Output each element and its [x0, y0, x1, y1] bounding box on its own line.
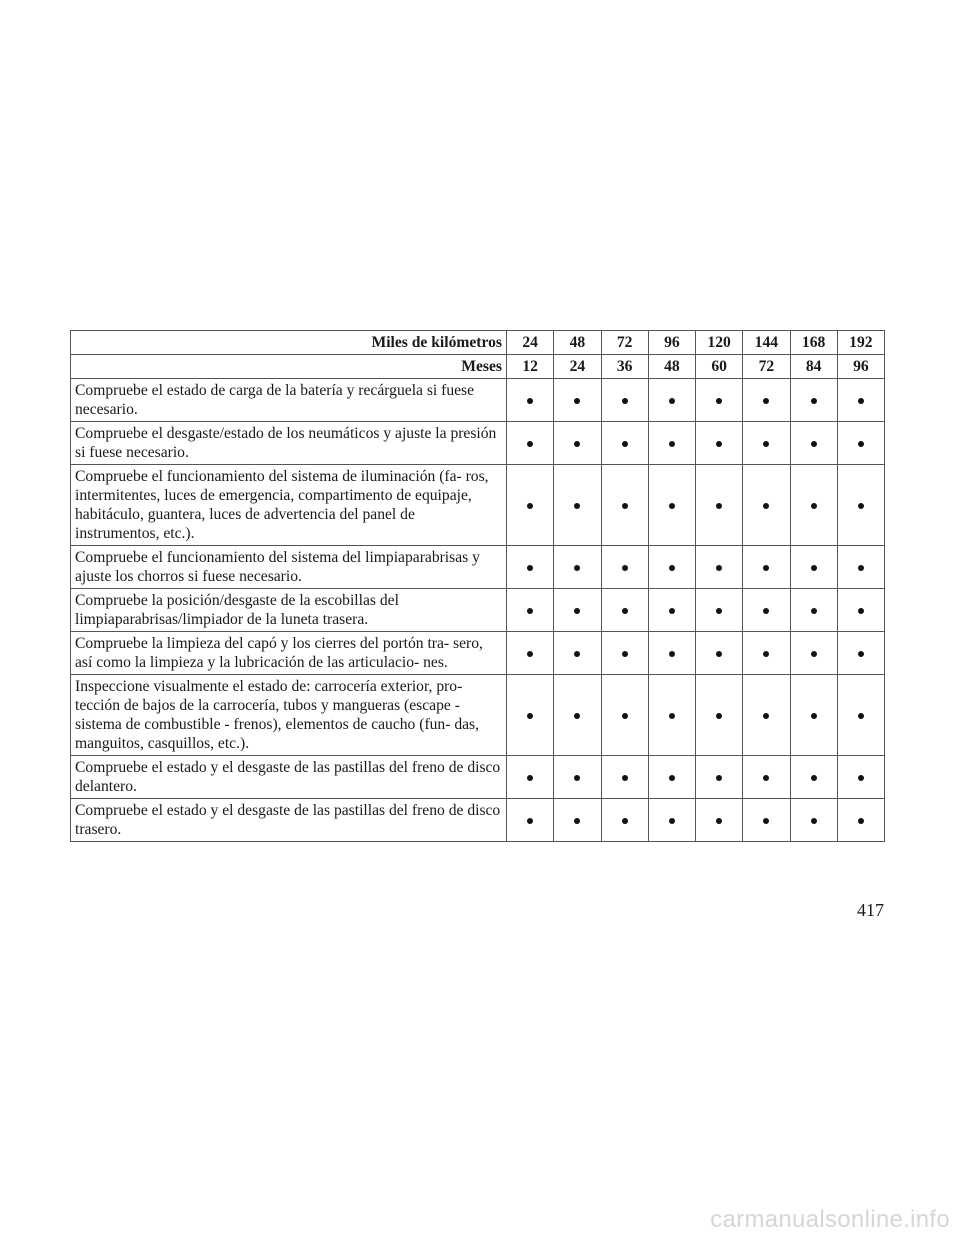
- bullet-dot-icon: [669, 565, 675, 571]
- km-value: 120: [696, 331, 743, 355]
- bullet-dot-icon: [527, 608, 533, 614]
- interval-cell: [696, 632, 743, 675]
- task-description: Compruebe el estado y el desgaste de las pastillas del freno de disco delantero.: [71, 756, 507, 799]
- bullet-dot-icon: [622, 651, 628, 657]
- bullet-dot-icon: [763, 441, 769, 447]
- interval-cell: [648, 422, 695, 465]
- interval-cell: [743, 465, 790, 546]
- task-description: Inspeccione visualmente el estado de: carrocería exterior, pro- tección de bajos de la carrocería, tubos y mangueras (escape - sistema de combustible - frenos), elementos de caucho (fun- das, manguitos, casquillos, etc.).: [71, 675, 507, 756]
- interval-cell: [601, 465, 648, 546]
- bullet-dot-icon: [574, 775, 580, 781]
- table-row: [71, 799, 885, 842]
- km-value: 48: [554, 331, 601, 355]
- table-row: [71, 546, 885, 589]
- interval-cell: [790, 465, 837, 546]
- bullet-dot-icon: [622, 608, 628, 614]
- interval-cell: [507, 589, 554, 632]
- bullet-dot-icon: [622, 565, 628, 571]
- interval-cell: [554, 422, 601, 465]
- interval-cell: [554, 465, 601, 546]
- bullet-dot-icon: [811, 398, 817, 404]
- bullet-dot-icon: [716, 713, 722, 719]
- interval-cell: [696, 379, 743, 422]
- interval-cell: [648, 632, 695, 675]
- bullet-dot-icon: [574, 651, 580, 657]
- km-value: 144: [743, 331, 790, 355]
- bullet-dot-icon: [574, 503, 580, 509]
- interval-cell: [790, 799, 837, 842]
- interval-cell: [601, 379, 648, 422]
- interval-cell: [790, 379, 837, 422]
- interval-cell: [507, 379, 554, 422]
- bullet-dot-icon: [811, 818, 817, 824]
- bullet-dot-icon: [527, 565, 533, 571]
- interval-cell: [790, 756, 837, 799]
- bullet-dot-icon: [574, 713, 580, 719]
- interval-cell: [837, 589, 884, 632]
- interval-cell: [837, 379, 884, 422]
- interval-cell: [648, 546, 695, 589]
- bullet-dot-icon: [669, 818, 675, 824]
- bullet-dot-icon: [858, 775, 864, 781]
- schedule-body: [71, 379, 885, 842]
- bullet-dot-icon: [763, 608, 769, 614]
- interval-cell: [837, 675, 884, 756]
- bullet-dot-icon: [716, 441, 722, 447]
- task-description: Compruebe el funcionamiento del sistema de iluminación (fa- ros, intermitentes, luces de emergencia, compartimento de equipaje, habitáculo, guantera, luces de advertencia del panel de instrumentos, etc.).: [71, 465, 507, 546]
- bullet-dot-icon: [527, 818, 533, 824]
- bullet-dot-icon: [669, 441, 675, 447]
- interval-cell: [507, 632, 554, 675]
- bullet-dot-icon: [622, 503, 628, 509]
- bullet-dot-icon: [669, 503, 675, 509]
- km-value: 192: [837, 331, 884, 355]
- interval-cell: [790, 546, 837, 589]
- interval-cell: [507, 799, 554, 842]
- bullet-dot-icon: [763, 651, 769, 657]
- interval-cell: [601, 422, 648, 465]
- maintenance-schedule-table: [70, 330, 885, 842]
- interval-cell: [837, 632, 884, 675]
- interval-cell: [554, 379, 601, 422]
- interval-cell: [743, 675, 790, 756]
- month-value: 36: [601, 355, 648, 379]
- interval-cell: [837, 546, 884, 589]
- bullet-dot-icon: [763, 565, 769, 571]
- task-description: Compruebe la limpieza del capó y los cierres del portón tra- sero, así como la limpieza y la lubricación de las articulacio- nes.: [71, 632, 507, 675]
- bullet-dot-icon: [811, 775, 817, 781]
- bullet-dot-icon: [763, 775, 769, 781]
- month-value: 96: [837, 355, 884, 379]
- interval-cell: [507, 465, 554, 546]
- bullet-dot-icon: [858, 565, 864, 571]
- bullet-dot-icon: [811, 441, 817, 447]
- header-months-label: Meses: [71, 355, 507, 379]
- interval-cell: [790, 422, 837, 465]
- interval-cell: [601, 799, 648, 842]
- bullet-dot-icon: [622, 713, 628, 719]
- header-km-label: Miles de kilómetros: [71, 331, 507, 355]
- month-value: 84: [790, 355, 837, 379]
- interval-cell: [743, 799, 790, 842]
- bullet-dot-icon: [669, 398, 675, 404]
- interval-cell: [648, 756, 695, 799]
- bullet-dot-icon: [527, 775, 533, 781]
- table-row: [71, 756, 885, 799]
- bullet-dot-icon: [527, 398, 533, 404]
- interval-cell: [601, 589, 648, 632]
- interval-cell: [696, 799, 743, 842]
- task-description: Compruebe la posición/desgaste de la escobillas del limpiaparabrisas/limpiador de la luneta trasera.: [71, 589, 507, 632]
- interval-cell: [696, 546, 743, 589]
- task-description: Compruebe el funcionamiento del sistema del limpiaparabrisas y ajuste los chorros si fuese necesario.: [71, 546, 507, 589]
- bullet-dot-icon: [716, 565, 722, 571]
- interval-cell: [743, 546, 790, 589]
- km-value: 168: [790, 331, 837, 355]
- bullet-dot-icon: [858, 651, 864, 657]
- table-row: [71, 379, 885, 422]
- interval-cell: [837, 465, 884, 546]
- interval-cell: [507, 546, 554, 589]
- interval-cell: [696, 756, 743, 799]
- interval-cell: [554, 756, 601, 799]
- bullet-dot-icon: [763, 818, 769, 824]
- bullet-dot-icon: [574, 608, 580, 614]
- interval-cell: [790, 675, 837, 756]
- interval-cell: [601, 675, 648, 756]
- interval-cell: [743, 379, 790, 422]
- bullet-dot-icon: [811, 503, 817, 509]
- km-value: 96: [648, 331, 695, 355]
- bullet-dot-icon: [716, 651, 722, 657]
- interval-cell: [601, 756, 648, 799]
- interval-cell: [837, 756, 884, 799]
- bullet-dot-icon: [811, 565, 817, 571]
- interval-cell: [837, 799, 884, 842]
- bullet-dot-icon: [763, 713, 769, 719]
- bullet-dot-icon: [811, 713, 817, 719]
- bullet-dot-icon: [811, 651, 817, 657]
- interval-cell: [790, 632, 837, 675]
- bullet-dot-icon: [763, 398, 769, 404]
- bullet-dot-icon: [622, 398, 628, 404]
- bullet-dot-icon: [716, 398, 722, 404]
- bullet-dot-icon: [622, 818, 628, 824]
- interval-cell: [648, 799, 695, 842]
- month-value: 48: [648, 355, 695, 379]
- interval-cell: [507, 422, 554, 465]
- bullet-dot-icon: [527, 503, 533, 509]
- km-value: 24: [507, 331, 554, 355]
- interval-cell: [554, 546, 601, 589]
- interval-cell: [743, 632, 790, 675]
- bullet-dot-icon: [716, 608, 722, 614]
- month-value: 24: [554, 355, 601, 379]
- header-row-months: [71, 355, 885, 379]
- task-description: Compruebe el estado y el desgaste de las pastillas del freno de disco trasero.: [71, 799, 507, 842]
- task-description: Compruebe el estado de carga de la batería y recárguela si fuese necesario.: [71, 379, 507, 422]
- bullet-dot-icon: [763, 503, 769, 509]
- interval-cell: [554, 632, 601, 675]
- bullet-dot-icon: [669, 713, 675, 719]
- interval-cell: [696, 422, 743, 465]
- bullet-dot-icon: [669, 775, 675, 781]
- interval-cell: [696, 465, 743, 546]
- month-value: 60: [696, 355, 743, 379]
- interval-cell: [554, 799, 601, 842]
- interval-cell: [507, 675, 554, 756]
- bullet-dot-icon: [858, 713, 864, 719]
- interval-cell: [601, 546, 648, 589]
- interval-cell: [696, 675, 743, 756]
- bullet-dot-icon: [622, 441, 628, 447]
- interval-cell: [648, 675, 695, 756]
- interval-cell: [648, 589, 695, 632]
- bullet-dot-icon: [716, 503, 722, 509]
- watermark: carmanualsonline.info: [710, 1206, 950, 1233]
- task-description: Compruebe el desgaste/estado de los neumáticos y ajuste la presión si fuese necesario.: [71, 422, 507, 465]
- bullet-dot-icon: [669, 651, 675, 657]
- bullet-dot-icon: [811, 608, 817, 614]
- table-row: [71, 422, 885, 465]
- interval-cell: [743, 422, 790, 465]
- interval-cell: [554, 675, 601, 756]
- km-value: 72: [601, 331, 648, 355]
- bullet-dot-icon: [858, 503, 864, 509]
- interval-cell: [554, 589, 601, 632]
- bullet-dot-icon: [622, 775, 628, 781]
- month-value: 12: [507, 355, 554, 379]
- bullet-dot-icon: [574, 398, 580, 404]
- interval-cell: [837, 422, 884, 465]
- page-number: 417: [857, 900, 884, 920]
- interval-cell: [601, 632, 648, 675]
- bullet-dot-icon: [716, 775, 722, 781]
- bullet-dot-icon: [716, 818, 722, 824]
- month-value: 72: [743, 355, 790, 379]
- interval-cell: [507, 756, 554, 799]
- header-row-km: [71, 331, 885, 355]
- table-row: [71, 632, 885, 675]
- table-row: [71, 589, 885, 632]
- table-row: [71, 675, 885, 756]
- table-row: [71, 465, 885, 546]
- bullet-dot-icon: [858, 441, 864, 447]
- bullet-dot-icon: [858, 608, 864, 614]
- bullet-dot-icon: [858, 818, 864, 824]
- bullet-dot-icon: [527, 441, 533, 447]
- bullet-dot-icon: [669, 608, 675, 614]
- bullet-dot-icon: [574, 565, 580, 571]
- bullet-dot-icon: [574, 441, 580, 447]
- interval-cell: [648, 379, 695, 422]
- interval-cell: [743, 756, 790, 799]
- bullet-dot-icon: [527, 651, 533, 657]
- bullet-dot-icon: [527, 713, 533, 719]
- interval-cell: [648, 465, 695, 546]
- bullet-dot-icon: [858, 398, 864, 404]
- interval-cell: [696, 589, 743, 632]
- interval-cell: [743, 589, 790, 632]
- bullet-dot-icon: [574, 818, 580, 824]
- interval-cell: [790, 589, 837, 632]
